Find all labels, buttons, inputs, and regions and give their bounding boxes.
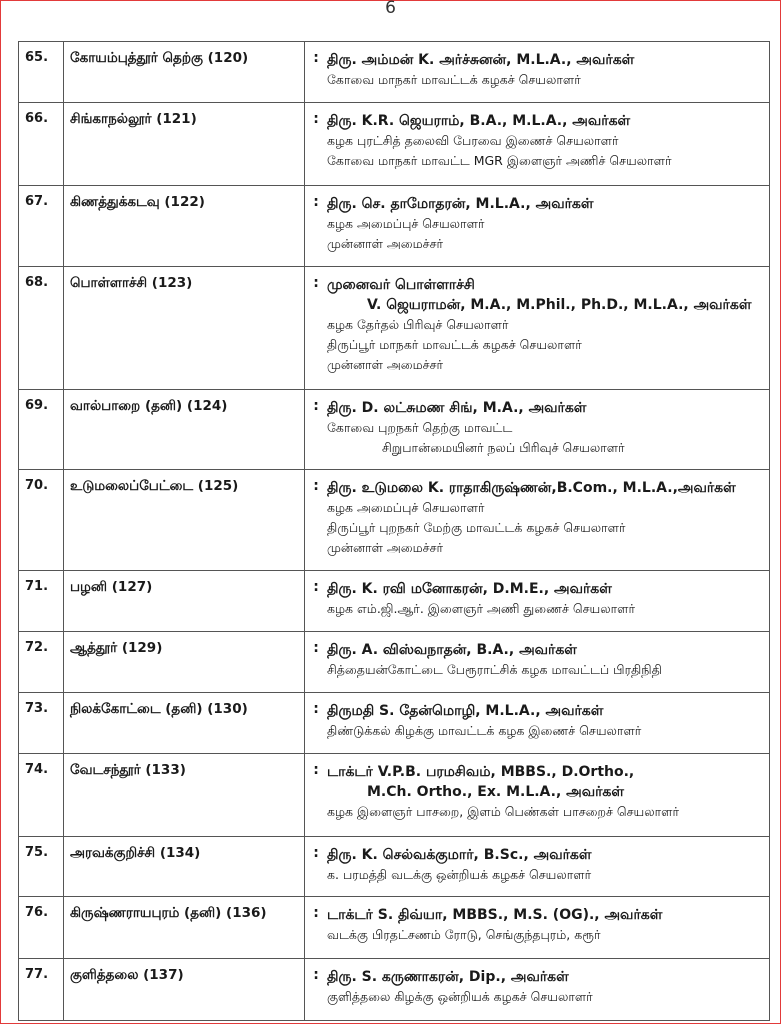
row-number: 73.: [19, 693, 64, 754]
table-row: [19, 42, 770, 103]
candidate-designation: கோவை புறநகர் தெற்கு மாவட்ட: [327, 420, 513, 435]
table-row: [19, 632, 770, 693]
details-wrapper: [305, 478, 765, 558]
candidate-details: [305, 390, 770, 470]
details-wrapper: [305, 275, 765, 375]
details-wrapper: [305, 50, 765, 90]
table-row: [19, 470, 770, 571]
details-lines: [327, 275, 765, 375]
candidate-details: [305, 754, 770, 837]
colon-separator: :: [313, 50, 319, 66]
constituency-name: பழனி (127): [64, 571, 305, 632]
constituency-name: கோயம்புத்தூர் தெற்கு (120): [64, 42, 305, 103]
candidate-designation-indented: சிறுபான்மையினர் நலப் பிரிவுச் செயலாளர்: [382, 440, 625, 455]
row-number: 74.: [19, 754, 64, 837]
constituency-name: குளித்தலை (137): [64, 959, 305, 1021]
colon-separator: :: [313, 275, 319, 291]
candidate-table-body: [19, 42, 770, 1021]
candidate-name: திரு. D. லட்சுமண சிங், M.A., அவர்கள்: [327, 400, 587, 416]
candidate-name: திரு. K. ரவி மனோகரன், D.M.E., அவர்கள்: [327, 581, 612, 597]
candidate-table: [18, 41, 770, 1021]
details-lines: [327, 50, 765, 90]
candidate-details: [305, 103, 770, 186]
candidate-name: டாக்டர் S. திவ்யா, MBBS., M.S. (OG)., அவர்கள்: [327, 907, 663, 923]
candidate-details: [305, 693, 770, 754]
table-row: [19, 837, 770, 897]
candidate-designation: கோவை மாநகர் மாவட்டக் கழகச் செயலாளர்: [327, 72, 581, 87]
details-wrapper: [305, 111, 765, 171]
constituency-name: நிலக்கோட்டை (தனி) (130): [64, 693, 305, 754]
table-row: [19, 571, 770, 632]
candidate-name: திரு. S. கருணாகரன், Dip., அவர்கள்: [327, 969, 569, 985]
candidate-name: திரு. K. செல்வக்குமார், B.Sc., அவர்கள்: [327, 847, 592, 863]
candidate-name: டாக்டர் V.P.B. பரமசிவம், MBBS., D.Ortho.,: [327, 764, 635, 780]
colon-separator: :: [313, 762, 319, 778]
constituency-name: சிங்காநல்லூர் (121): [64, 103, 305, 186]
details-wrapper: [305, 967, 765, 1007]
candidate-details: [305, 470, 770, 571]
candidate-designation: வடக்கு பிரதட்சணம் ரோடு, செங்குந்தபுரம், கரூர்: [327, 927, 601, 942]
candidate-designation: முன்னாள் அமைச்சர்: [327, 236, 444, 251]
candidate-designation: கழக அமைப்புச் செயலாளர்: [327, 216, 485, 231]
details-wrapper: [305, 194, 765, 254]
candidate-designation: குளித்தலை கிழக்கு ஒன்றியக் கழகச் செயலாளர்: [327, 989, 593, 1004]
candidate-details: [305, 837, 770, 897]
constituency-name: வால்பாறை (தனி) (124): [64, 390, 305, 470]
colon-separator: :: [313, 967, 319, 983]
details-lines: [327, 640, 765, 680]
candidate-designation: முன்னாள் அமைச்சர்: [327, 357, 444, 372]
candidate-name: திருமதி S. தேன்மொழி, M.L.A., அவர்கள்: [327, 703, 604, 719]
details-wrapper: [305, 640, 765, 680]
details-lines: [327, 111, 765, 171]
row-number: 66.: [19, 103, 64, 186]
constituency-name: கிருஷ்ணராயபுரம் (தனி) (136): [64, 897, 305, 959]
colon-separator: :: [313, 478, 319, 494]
row-number: 72.: [19, 632, 64, 693]
colon-separator: :: [313, 194, 319, 210]
row-number: 67.: [19, 186, 64, 267]
candidate-designation: முன்னாள் அமைச்சர்: [327, 540, 444, 555]
candidate-designation: கழக இளைஞர் பாசறை, இளம் பெண்கள் பாசறைச் செயலாளர்: [327, 804, 679, 819]
constituency-name: பொள்ளாச்சி (123): [64, 267, 305, 390]
candidate-details: [305, 571, 770, 632]
candidate-name: திரு. உடுமலை K. ராதாகிருஷ்ணன்,B.Com., M.L.A.,அவர்கள்: [327, 480, 736, 496]
details-wrapper: [305, 762, 765, 822]
constituency-name: வேடசந்தூர் (133): [64, 754, 305, 837]
candidate-details: [305, 897, 770, 959]
details-wrapper: [305, 398, 765, 458]
colon-separator: :: [313, 111, 319, 127]
details-wrapper: [305, 579, 765, 619]
candidate-designation: கழக அமைப்புச் செயலாளர்: [327, 500, 485, 515]
table-row: [19, 754, 770, 837]
constituency-name: அரவக்குறிச்சி (134): [64, 837, 305, 897]
candidate-name-continued: V. ஜெயராமன், M.A., M.Phil., Ph.D., M.L.A., அவர்கள்: [367, 297, 752, 313]
details-wrapper: [305, 701, 765, 741]
constituency-name: கிணத்துக்கடவு (122): [64, 186, 305, 267]
details-wrapper: [305, 905, 765, 945]
details-lines: [327, 194, 765, 254]
row-number: 71.: [19, 571, 64, 632]
candidate-name-continued: M.Ch. Ortho., Ex. M.L.A., அவர்கள்: [367, 784, 625, 800]
table-row: [19, 693, 770, 754]
candidate-designation: கழக தேர்தல் பிரிவுச் செயலாளர்: [327, 317, 509, 332]
candidate-designation: க. பரமத்தி வடக்கு ஒன்றியக் கழகச் செயலாளர்: [327, 867, 592, 882]
colon-separator: :: [313, 579, 319, 595]
colon-separator: :: [313, 398, 319, 414]
candidate-details: [305, 42, 770, 103]
candidate-designation: கழக புரட்சித் தலைவி பேரவை இணைச் செயலாளர்: [327, 133, 619, 148]
candidate-designation: திண்டுக்கல் கிழக்கு மாவட்டக் கழக இணைச் செயலாளர்: [327, 723, 642, 738]
row-number: 69.: [19, 390, 64, 470]
details-wrapper: [305, 845, 765, 885]
row-number: 70.: [19, 470, 64, 571]
colon-separator: :: [313, 640, 319, 656]
candidate-designation: கோவை மாநகர் மாவட்ட MGR இளைஞர் அணிச் செயலாளர்: [327, 153, 672, 168]
candidate-name: திரு. A. விஸ்வநாதன், B.A., அவர்கள்: [327, 642, 577, 658]
candidate-designation: திருப்பூர் புறநகர் மேற்கு மாவட்டக் கழகச் செயலாளர்: [327, 520, 626, 535]
constituency-name: உடுமலைப்பேட்டை (125): [64, 470, 305, 571]
table-row: [19, 267, 770, 390]
row-number: 76.: [19, 897, 64, 959]
colon-separator: :: [313, 905, 319, 921]
colon-separator: :: [313, 845, 319, 861]
constituency-name: ஆத்தூர் (129): [64, 632, 305, 693]
row-number: 65.: [19, 42, 64, 103]
row-number: 68.: [19, 267, 64, 390]
details-lines: [327, 967, 765, 1007]
table-row: [19, 897, 770, 959]
candidate-designation: திருப்பூர் மாநகர் மாவட்டக் கழகச் செயலாளர்: [327, 337, 582, 352]
candidate-designation: சித்தையன்கோட்டை பேரூராட்சிக் கழக மாவட்டப் பிரதிநிதி: [327, 662, 662, 677]
details-lines: [327, 845, 765, 885]
candidate-details: [305, 959, 770, 1021]
colon-separator: :: [313, 701, 319, 717]
details-lines: [327, 905, 765, 945]
details-lines: [327, 701, 765, 741]
candidate-designation: கழக எம்.ஜி.ஆர். இளைஞர் அணி துணைச் செயலாளர்: [327, 601, 635, 616]
row-number: 77.: [19, 959, 64, 1021]
details-lines: [327, 579, 765, 619]
candidate-name: திரு. செ. தாமோதரன், M.L.A., அவர்கள்: [327, 196, 594, 212]
candidate-details: [305, 267, 770, 390]
table-row: [19, 186, 770, 267]
candidate-details: [305, 186, 770, 267]
details-lines: [327, 762, 765, 822]
details-lines: [327, 478, 765, 558]
details-lines: [327, 398, 765, 458]
table-row: [19, 103, 770, 186]
page-number: 6: [385, 0, 396, 18]
row-number: 75.: [19, 837, 64, 897]
candidate-details: [305, 632, 770, 693]
candidate-name: திரு. அம்மன் K. அர்ச்சுனன், M.L.A., அவர்கள்: [327, 52, 635, 68]
table-row: [19, 959, 770, 1021]
table-row: [19, 390, 770, 470]
candidate-name: திரு. K.R. ஜெயராம், B.A., M.L.A., அவர்கள்: [327, 113, 631, 129]
candidate-name: முனைவர் பொள்ளாச்சி: [327, 277, 475, 293]
